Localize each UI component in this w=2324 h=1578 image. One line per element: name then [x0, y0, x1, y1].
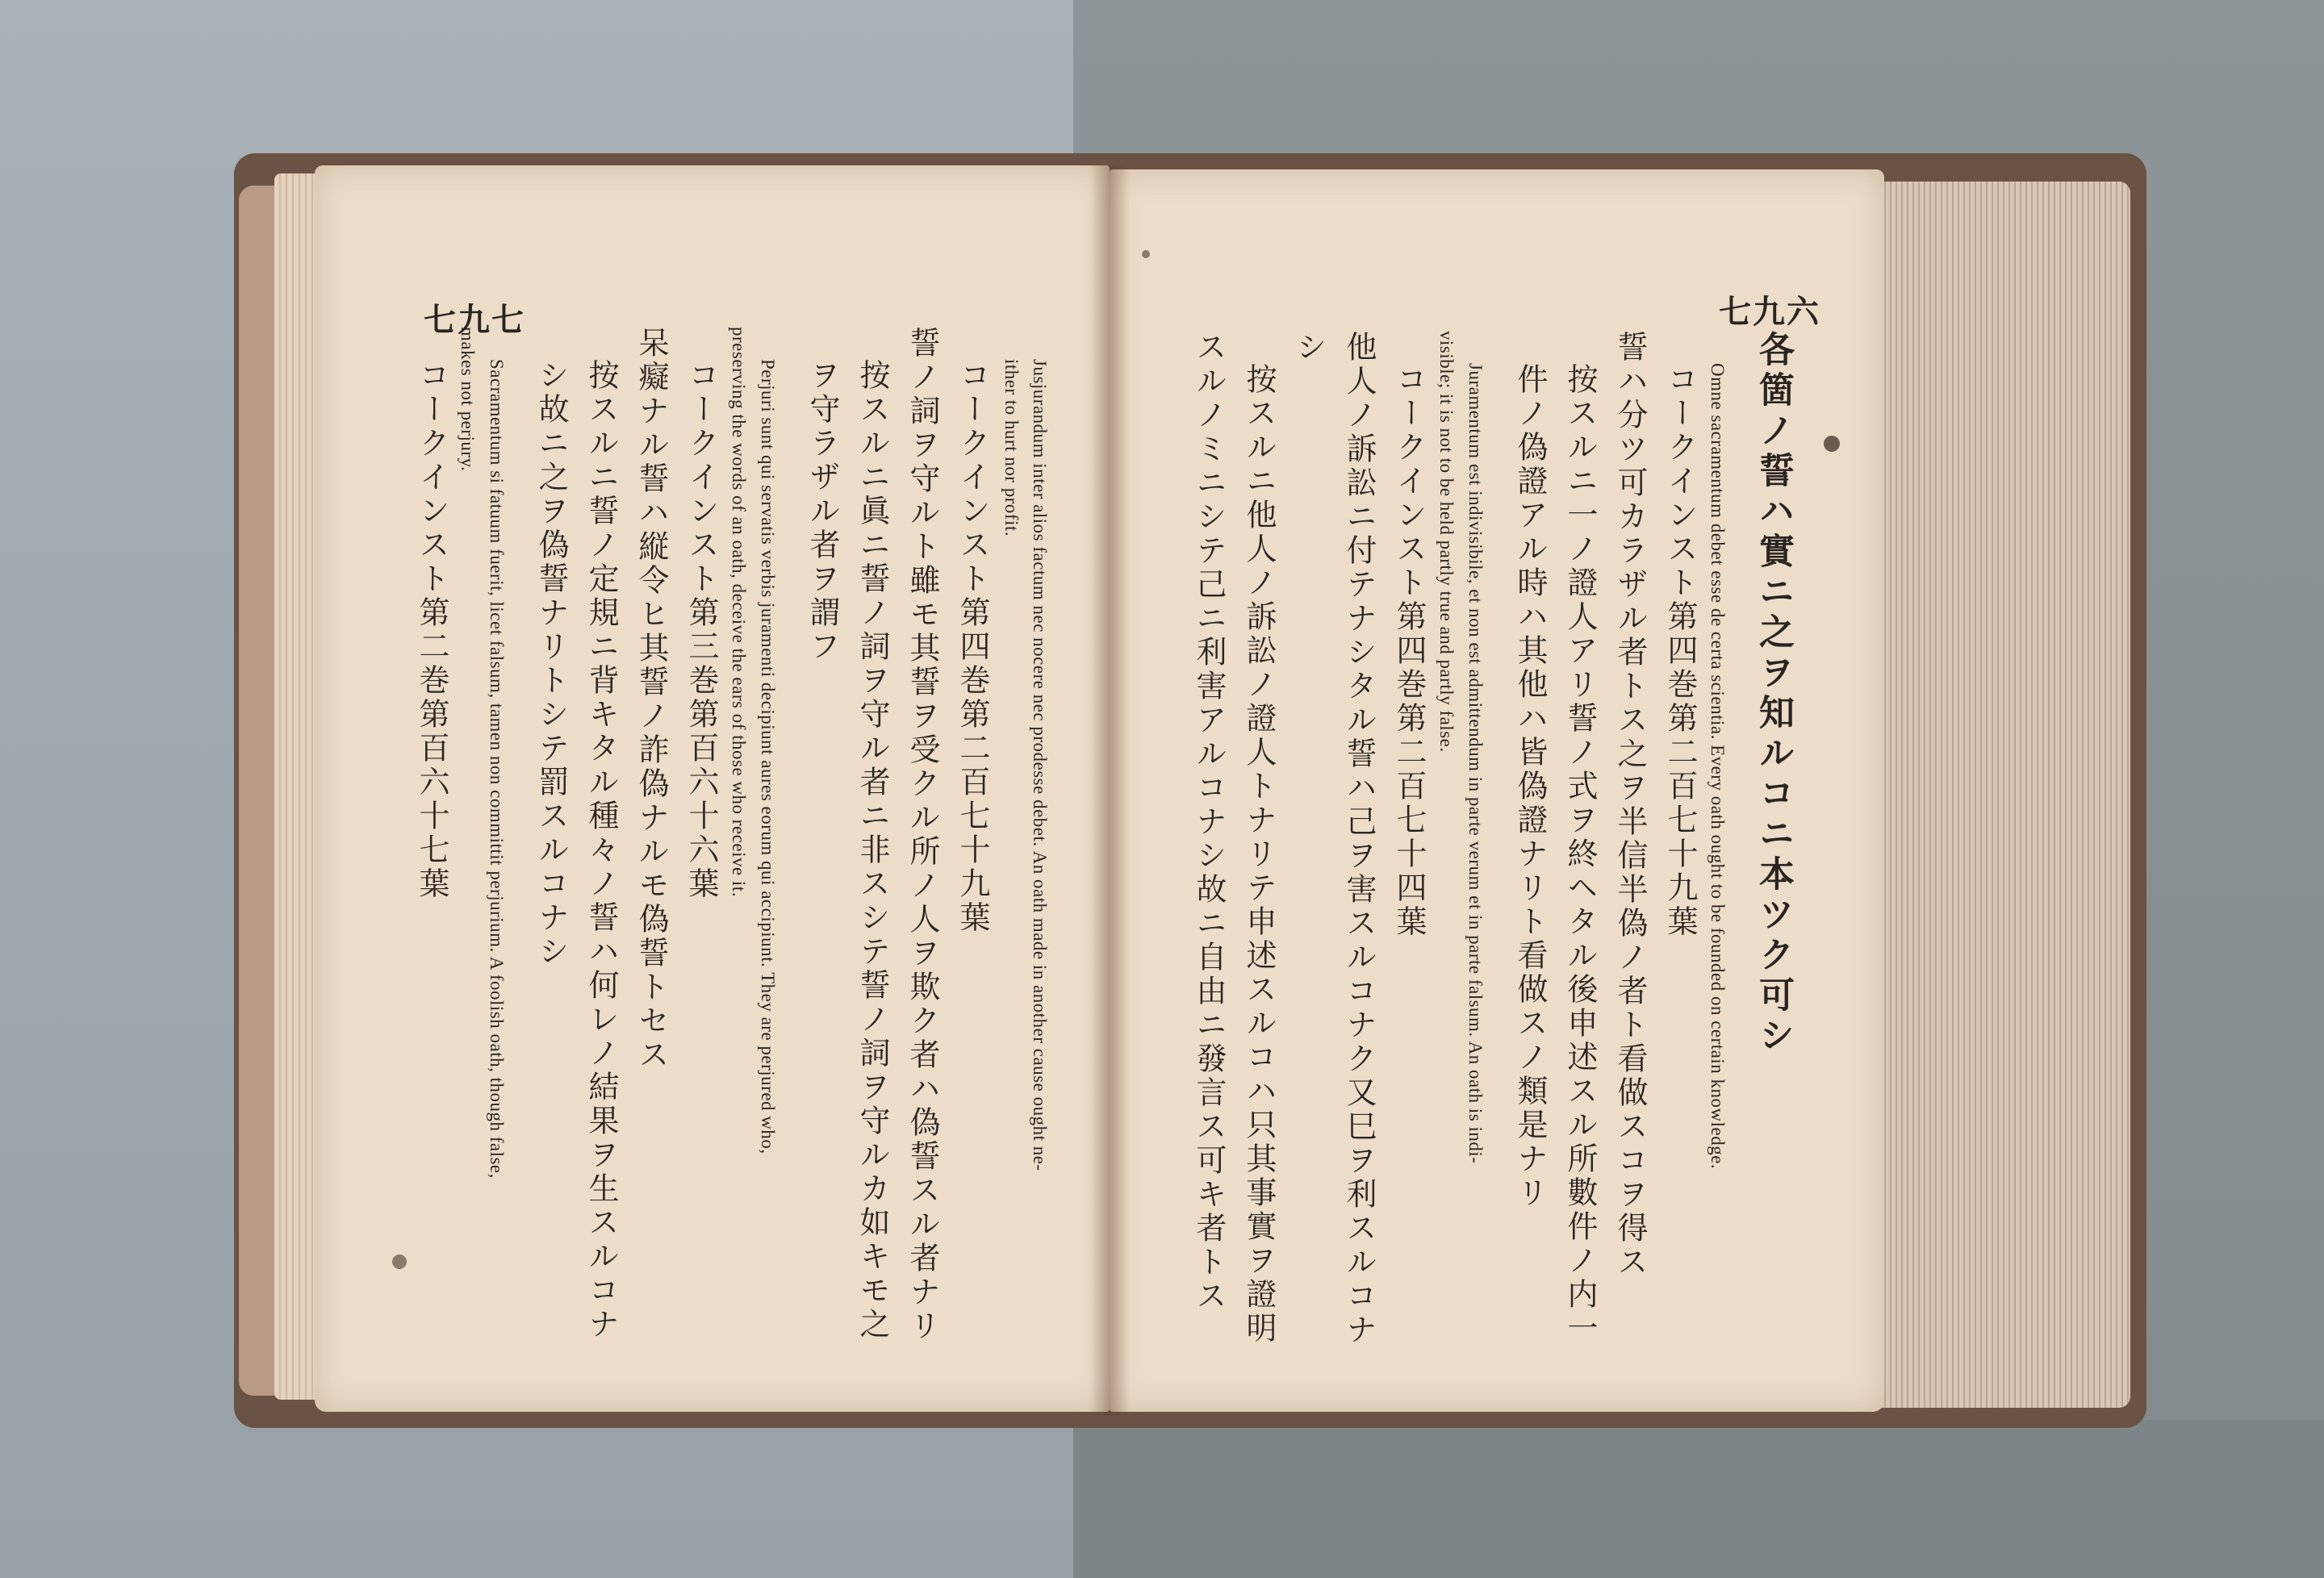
left-col-15: コークインスト第二巻第百六十七葉: [414, 359, 449, 901]
left-col-6: ヲ守ラザル者ヲ謂フ: [805, 359, 840, 664]
right-col-6: 件ノ偽證アル時ハ其他ハ皆偽證ナリト看做スノ類是ナリ: [1512, 363, 1548, 1210]
left-col-3: コークインスト第四巻第二百七十九葉: [955, 359, 990, 935]
right-page: [1110, 169, 1884, 1412]
right-col-5: 按スルニ一ノ證人アリ誓ノ式ヲ終ヘタル後申述スル所數件ノ内一: [1562, 363, 1598, 1346]
right-col-8: visible; it is not to be held partly true and partly false.: [1436, 331, 1457, 753]
left-page: [315, 165, 1110, 1412]
right-col-3: コークインスト第四巻第二百七十九葉: [1662, 363, 1698, 939]
right-col-11: シ: [1291, 331, 1327, 365]
left-page-number: 七九七: [424, 301, 525, 339]
left-col-11: 按スルニ誓ノ定規ニ背キタル種々ノ誓ハ何レノ結果ヲ生スルコナ: [583, 359, 619, 1342]
right-col-4: 誓ハ分ツ可カラザル者トス之ヲ半信半偽ノ者ト看做スコヲ得ス: [1612, 331, 1648, 1280]
left-col-12: シ故ニ之ヲ偽誓ナリトシテ罰スルコナシ: [533, 359, 569, 969]
left-col-9: コークインスト第三巻第百六十六葉: [683, 359, 719, 901]
right-col-1: 各箇ノ誓ハ實ニ之ヲ知ルコニ本ツク可シ: [1753, 331, 1794, 1057]
right-col-13: スルノミニシテ己ニ利害アルコナシ故ニ自由ニ發言ス可キ者トス: [1191, 331, 1227, 1313]
left-col-10: 呆癡ナル誓ハ縦令ヒ其誓ノ詐偽ナルモ偽誓トセス: [633, 327, 669, 1072]
right-col-2: Omne sacramentum debet esse de certa scientia. Every oath ought to be founded on certain knowledge.: [1707, 363, 1728, 1170]
left-col-14: makes not perjury.: [458, 327, 478, 472]
right-col-12: 按スルニ他人ノ訴訟ノ證人トナリテ申述スルコハ只其事實ヲ證明: [1241, 363, 1277, 1346]
left-col-13: Sacramentum si fatuum fuerit, licet falsum, tamen non committit perjurium. A foolish oath, though false,: [487, 359, 507, 1179]
left-col-4: 誓ノ詞ヲ守ルト雖モ其誓ヲ受クル所ノ人ヲ欺ク者ハ偽誓スル者ナリ: [905, 327, 940, 1343]
right-col-7: Juramentum est indivisibile, et non est admittendum in parte verum et in parte falsum. An oath is indi-: [1465, 363, 1486, 1164]
left-col-5: 按スルニ眞ニ誓ノ詞ヲ守ル者ニ非スシテ誓ノ詞ヲ守ルカ如キモ之: [855, 359, 890, 1342]
right-page-number: 七九六: [1719, 293, 1820, 331]
page-spot: [1142, 250, 1150, 258]
left-col-2: ither to hurt nor profit.: [1001, 359, 1022, 537]
left-col-1: Jusjurandum inter alios factum nec nocere nec prodesse debet. An oath made in another cause ought ne-: [1030, 359, 1050, 1171]
page-spot: [392, 1254, 407, 1269]
right-col-9: コークインスト第四巻第二百七十四葉: [1391, 363, 1427, 939]
left-col-8: preserving the words of an oath, deceive the ears of those who receive it.: [729, 327, 749, 897]
page-spot: [1824, 436, 1840, 452]
right-col-10: 他人ノ訴訟ニ付テナシタル誓ハ己ヲ害スルコナク又巳ヲ利スルコナ: [1341, 331, 1377, 1347]
page-stack-right: [1880, 182, 2130, 1408]
left-col-7: Perjuri sunt qui servatis verbis juramenti decipiunt aures eorum qui accipiunt. They are perjured who,: [758, 359, 778, 1154]
background-shadow: [1073, 1420, 2324, 1578]
book-gutter: [1089, 165, 1130, 1416]
